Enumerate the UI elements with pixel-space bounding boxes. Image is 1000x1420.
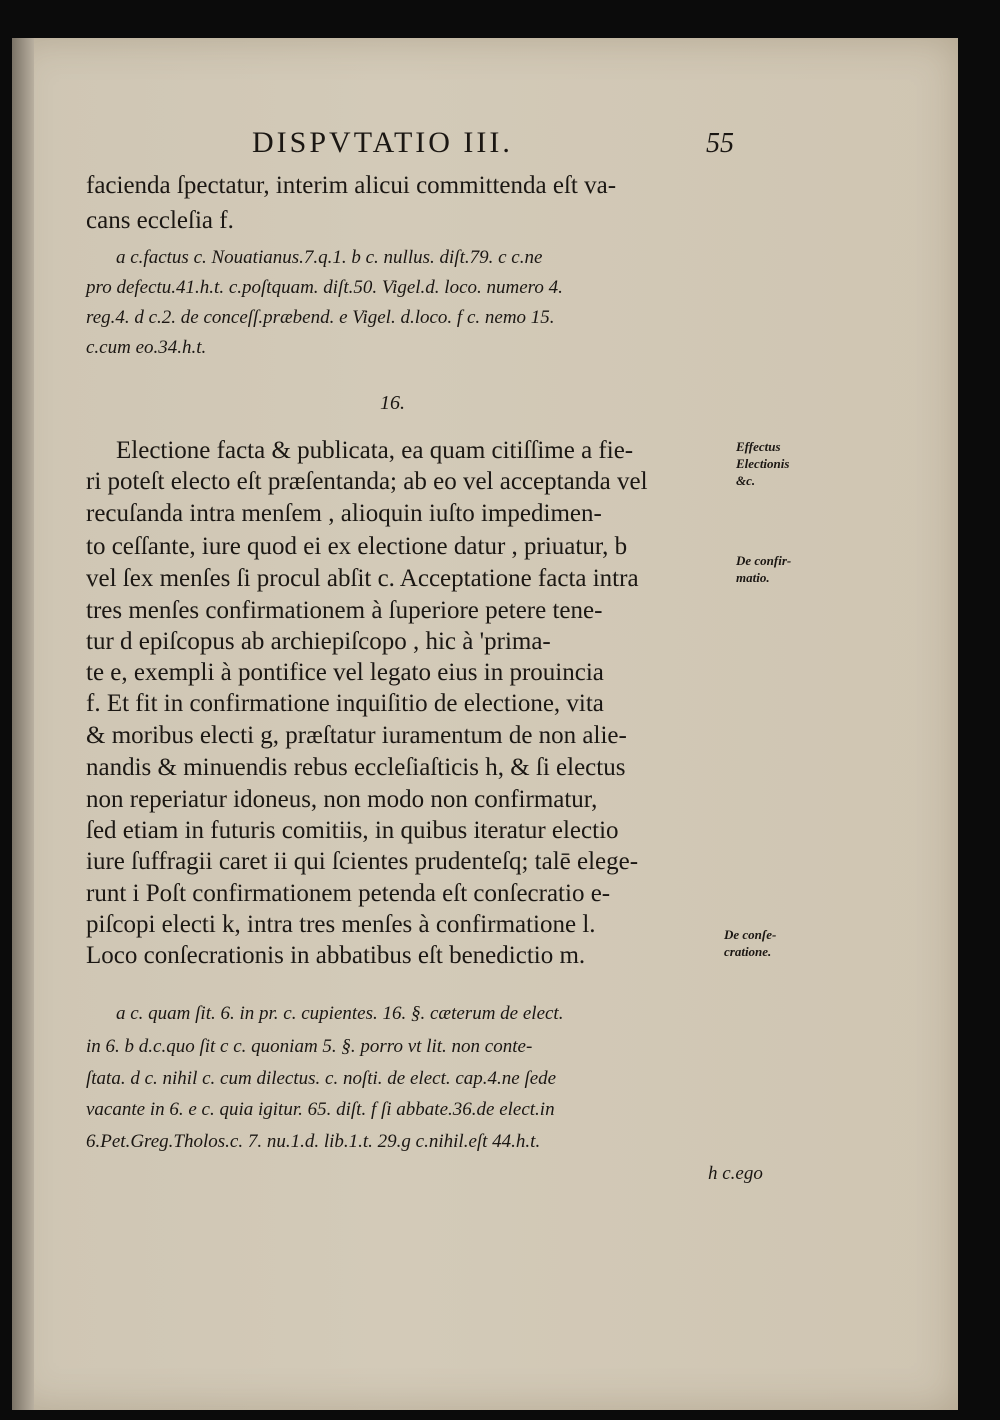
top-text-line: cans eccleſia f. <box>86 207 234 234</box>
body-line: & moribus electi g, præſtatur iuramentum de non alie- <box>86 722 627 749</box>
margin-note-confirmatio: De confir- matio. <box>736 553 792 585</box>
footnote-line: c.cum eo.34.h.t. <box>86 337 207 358</box>
footnote-line: reg.4. d c.2. de conceſſ.præbend. e Vigel. d.loco. f c. nemo 15. <box>86 307 555 328</box>
body-line: ſed etiam in futuris comitiis, in quibus iteratur electio <box>86 817 619 844</box>
footnote-line: 6.Pet.Greg.Tholos.c. 7. nu.1.d. lib.1.t. 29.g c.nihil.eſt 44.h.t. <box>86 1131 541 1152</box>
page-gutter <box>12 38 34 1410</box>
body-line: recuſanda intra menſem , alioquin iuſto impedimen- <box>86 500 602 527</box>
catchword: h c.ego <box>708 1163 763 1184</box>
body-line: tur d epiſcopus ab archiepiſcopo , hic à 'prima- <box>86 628 551 655</box>
body-line: iure ſuffragii caret ii qui ſcientes prudenteſq; talē elege- <box>86 848 639 875</box>
body-line: tres menſes confirmationem à ſuperiore petere tene- <box>86 597 603 624</box>
margin-note-consecratio: De conſe- cratione. <box>724 927 777 959</box>
body-line: piſcopi electi k, intra tres menſes à confirmatione l. <box>86 911 596 938</box>
body-line: te e, exempli à pontifice vel legato eius in prouincia <box>86 659 604 686</box>
folio-number: 55 <box>706 128 734 159</box>
body-line: Loco conſecrationis in abbatibus eſt benedictio m. <box>86 942 586 969</box>
body-line: f. Et fit in confirmatione inquiſitio de electione, vita <box>86 690 604 717</box>
body-line: Electione facta & publicata, ea quam citiſſime a fie- <box>116 437 634 464</box>
footnote-line: vacante in 6. e c. quia igitur. 65. diſt. f ſi abbate.36.de elect.in <box>86 1099 555 1120</box>
body-line: to ceſſante, iure quod ei ex electione datur , priuatur, b <box>86 533 628 560</box>
footnote-line: pro defectu.41.h.t. c.poſtquam. diſt.50. Vigel.d. loco. numero 4. <box>86 277 563 298</box>
body-line: non reperiatur idoneus, non modo non confirmatur, <box>86 786 598 813</box>
footnote-line: a c. quam ſit. 6. in pr. c. cupientes. 16. §. cæterum de elect. <box>116 1003 564 1024</box>
body-line: nandis & minuendis rebus eccleſiaſticis h, & ſi electus <box>86 754 626 781</box>
section-number: 16. <box>380 392 405 414</box>
footnote-line: a c.factus c. Nouatianus.7.q.1. b c. nullus. diſt.79. c c.ne <box>116 247 543 268</box>
top-text-line: facienda ſpectatur, interim alicui committenda eſt va- <box>86 172 617 199</box>
margin-note-effectus: Effectus Electionis &c. <box>736 439 790 488</box>
footnote-line: in 6. b d.c.quo ſit c c. quoniam 5. §. porro vt lit. non conte- <box>86 1036 533 1057</box>
body-line: runt i Poſt confirmationem petenda eſt conſecratio e- <box>86 880 611 907</box>
body-line: vel ſex menſes ſi procul abſit c. Acceptatione facta intra <box>86 565 639 592</box>
body-line: ri poteſt electo eſt præſentanda; ab eo vel acceptanda vel <box>86 468 648 495</box>
running-title: DISPVTATIO III. <box>252 126 513 159</box>
footnote-line: ſtata. d c. nihil c. cum dilectus. c. noſti. de elect. cap.4.ne ſede <box>86 1068 557 1089</box>
